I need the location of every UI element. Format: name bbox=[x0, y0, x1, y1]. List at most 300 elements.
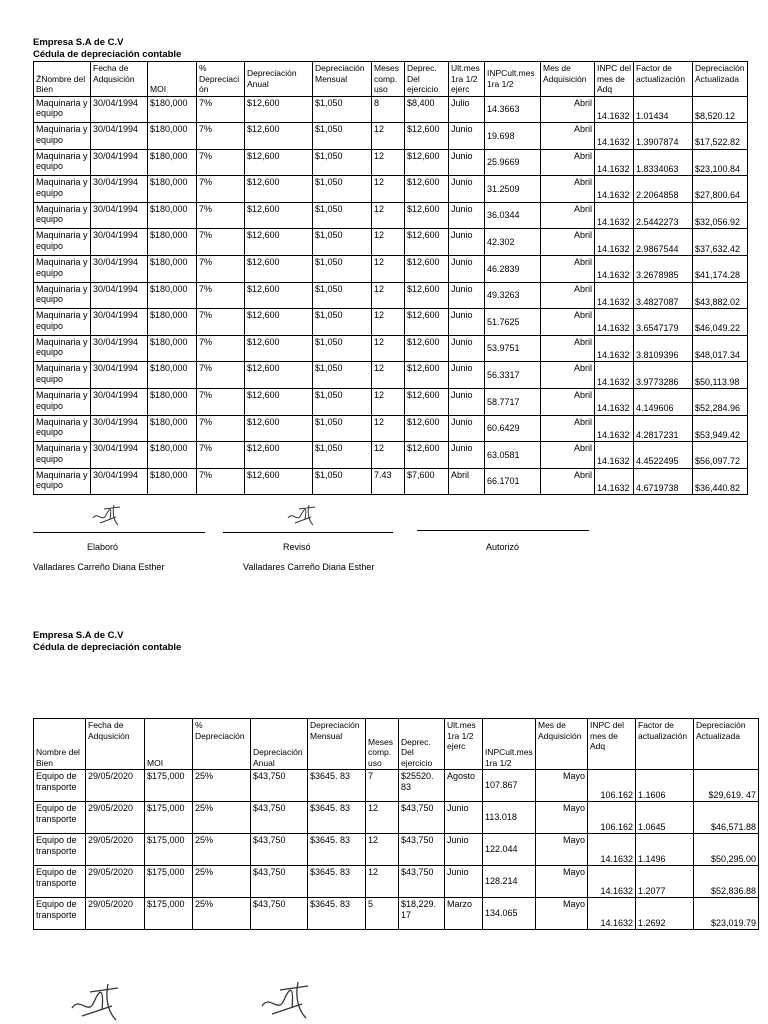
table-cell: 30/04/1994 bbox=[91, 149, 148, 176]
table-cell: Maquinaria y equipo bbox=[34, 256, 91, 283]
column-header: MOI bbox=[145, 719, 193, 770]
table-row bbox=[34, 282, 748, 309]
table-cell: $12,600 bbox=[245, 229, 313, 256]
table-cell: Maquinaria y equipo bbox=[34, 468, 91, 495]
table-cell: 134.065 bbox=[483, 898, 536, 930]
table-cell: 30/04/1994 bbox=[91, 468, 148, 495]
table-cell: Maquinaria y equipo bbox=[34, 282, 91, 309]
table-cell: 51.7625 bbox=[485, 309, 541, 336]
table-cell: $43,750 bbox=[399, 866, 445, 898]
table-cell: $12,600 bbox=[405, 442, 449, 469]
table-cell: Maquinaria y equipo bbox=[34, 362, 91, 389]
table-cell: 1.2692 bbox=[636, 898, 694, 930]
table-cell: 12 bbox=[366, 802, 399, 834]
table-cell: 14.1632 bbox=[595, 256, 634, 283]
table-cell: $12,600 bbox=[405, 123, 449, 150]
table-cell: $52,836.88 bbox=[694, 866, 759, 898]
table-cell: 42.302 bbox=[485, 229, 541, 256]
table-cell: Abril bbox=[541, 415, 595, 442]
table-cell: 12 bbox=[372, 415, 405, 442]
table-cell: 7% bbox=[197, 176, 245, 203]
reviso-name: Valladares Carreño Diana Esther bbox=[243, 562, 375, 572]
table-cell: $12,600 bbox=[405, 389, 449, 416]
table-cell: 1.8334063 bbox=[634, 149, 693, 176]
table-cell: $8,520.12 bbox=[693, 96, 748, 123]
table-cell: 7% bbox=[197, 415, 245, 442]
table-cell: $18,229. 17 bbox=[399, 898, 445, 930]
table-cell: $12,600 bbox=[245, 415, 313, 442]
table-cell: $175,000 bbox=[145, 898, 193, 930]
table-cell: Equipo de transporte bbox=[34, 834, 86, 866]
table-cell: 19.698 bbox=[485, 123, 541, 150]
column-header: MOI bbox=[148, 62, 197, 97]
table-cell: $43,750 bbox=[251, 770, 308, 802]
table-cell: 107.867 bbox=[483, 770, 536, 802]
table-cell: $1,050 bbox=[313, 123, 372, 150]
column-header: Depreciación Actualizada bbox=[694, 719, 759, 770]
table-cell: 14.1632 bbox=[595, 282, 634, 309]
table-cell: Junio bbox=[445, 834, 483, 866]
table-row bbox=[34, 229, 748, 256]
column-header: Deprec. Del ejercicio bbox=[405, 62, 449, 97]
table-cell: $175,000 bbox=[145, 770, 193, 802]
table-cell: 2.9867544 bbox=[634, 229, 693, 256]
table-cell: 7% bbox=[197, 229, 245, 256]
table-cell: $43,750 bbox=[399, 802, 445, 834]
table-cell: $180,000 bbox=[148, 123, 197, 150]
table-cell: $23,019.79 bbox=[694, 898, 759, 930]
table-cell: $1,050 bbox=[313, 176, 372, 203]
table-cell: Mayo bbox=[536, 866, 588, 898]
table-cell: $1,050 bbox=[313, 96, 372, 123]
column-header: Factor de actualización bbox=[636, 719, 694, 770]
table-cell: Maquinaria y equipo bbox=[34, 202, 91, 229]
table-cell: $17,522.82 bbox=[693, 123, 748, 150]
table-row bbox=[34, 468, 748, 495]
table-cell: 12 bbox=[372, 362, 405, 389]
column-header: Depreciación Actualizada bbox=[693, 62, 748, 97]
table-cell: Junio bbox=[449, 442, 485, 469]
document-subtitle: Cédula de depreciación contable bbox=[33, 49, 182, 60]
table-cell: $12,600 bbox=[405, 362, 449, 389]
table-cell: $12,600 bbox=[405, 309, 449, 336]
table-cell: $48,017.34 bbox=[693, 335, 748, 362]
table-cell: $43,750 bbox=[251, 834, 308, 866]
table-cell: 14.1632 bbox=[595, 362, 634, 389]
table-cell: Mayo bbox=[536, 834, 588, 866]
table-cell: Junio bbox=[449, 282, 485, 309]
signature-line-elaboro bbox=[33, 532, 205, 533]
table-cell: 3.2678985 bbox=[634, 256, 693, 283]
table-cell: Agosto bbox=[445, 770, 483, 802]
table-cell: $3645. 83 bbox=[308, 802, 366, 834]
table-cell: $175,000 bbox=[145, 834, 193, 866]
table-cell: $1,050 bbox=[313, 282, 372, 309]
table-cell: 30/04/1994 bbox=[91, 362, 148, 389]
table-cell: 25% bbox=[193, 898, 251, 930]
table-cell: 106.162 bbox=[588, 802, 636, 834]
table-cell: 12 bbox=[372, 229, 405, 256]
table-row bbox=[34, 335, 748, 362]
table-cell: $180,000 bbox=[148, 202, 197, 229]
signature-line-autorizo bbox=[417, 530, 589, 531]
table-row bbox=[34, 770, 759, 802]
table-cell: $43,750 bbox=[251, 802, 308, 834]
table-cell: 1.2077 bbox=[636, 866, 694, 898]
table-cell: 4.149606 bbox=[634, 389, 693, 416]
table-cell: Abril bbox=[541, 176, 595, 203]
column-header: INPCult.mes 1ra 1/2 bbox=[485, 62, 541, 97]
table-cell: 58.7717 bbox=[485, 389, 541, 416]
column-header: Ult.mes 1ra 1/2 ejerc bbox=[445, 719, 483, 770]
table-cell: $36,440.82 bbox=[693, 468, 748, 495]
table-cell: $37,632.42 bbox=[693, 229, 748, 256]
table-cell: Maquinaria y equipo bbox=[34, 389, 91, 416]
column-header: Nombre del Bien bbox=[34, 719, 86, 770]
table-cell: 29/05/2020 bbox=[86, 898, 145, 930]
depreciation-table-1 bbox=[33, 61, 748, 495]
table-cell: $12,600 bbox=[245, 335, 313, 362]
table-cell: 66.1701 bbox=[485, 468, 541, 495]
table-cell: 30/04/1994 bbox=[91, 96, 148, 123]
table-cell: $180,000 bbox=[148, 362, 197, 389]
table-cell: $1,050 bbox=[313, 256, 372, 283]
table-cell: 14.1632 bbox=[595, 96, 634, 123]
table-cell: 25% bbox=[193, 866, 251, 898]
table-cell: $41,174.28 bbox=[693, 256, 748, 283]
table-cell: 12 bbox=[372, 123, 405, 150]
table-row bbox=[34, 415, 748, 442]
table-cell: 14.1632 bbox=[595, 229, 634, 256]
table-cell: Julio bbox=[449, 96, 485, 123]
signature-image-elaboro bbox=[90, 503, 126, 529]
table-cell: Junio bbox=[449, 335, 485, 362]
table-cell: 30/04/1994 bbox=[91, 415, 148, 442]
table-cell: 4.4522495 bbox=[634, 442, 693, 469]
table-cell: 46.2839 bbox=[485, 256, 541, 283]
table-cell: 7% bbox=[197, 96, 245, 123]
table-cell: 7% bbox=[197, 389, 245, 416]
table-cell: $180,000 bbox=[148, 256, 197, 283]
table-row bbox=[34, 202, 748, 229]
table-cell: 30/04/1994 bbox=[91, 335, 148, 362]
column-header: Depreciación Anual bbox=[245, 62, 313, 97]
table-cell: Abril bbox=[541, 468, 595, 495]
table-cell: 29/05/2020 bbox=[86, 834, 145, 866]
table-cell: $1,050 bbox=[313, 335, 372, 362]
table-row bbox=[34, 866, 759, 898]
table-cell: $12,600 bbox=[245, 149, 313, 176]
table-cell: $12,600 bbox=[405, 202, 449, 229]
table-cell: $12,600 bbox=[245, 123, 313, 150]
table-cell: 30/04/1994 bbox=[91, 442, 148, 469]
table-cell: 2.2064858 bbox=[634, 176, 693, 203]
table-cell: $8,400 bbox=[405, 96, 449, 123]
table-cell: 128.214 bbox=[483, 866, 536, 898]
table-cell: $3645. 83 bbox=[308, 898, 366, 930]
column-header: Depreciación Mensual bbox=[313, 62, 372, 97]
table-row bbox=[34, 176, 748, 203]
column-header: Depreciación Mensual bbox=[308, 719, 366, 770]
table-cell: 7% bbox=[197, 468, 245, 495]
column-header: Factor de actualización bbox=[634, 62, 693, 97]
column-header: Mes de Adquisición bbox=[536, 719, 588, 770]
table-cell: 7% bbox=[197, 256, 245, 283]
table-cell: 3.6547179 bbox=[634, 309, 693, 336]
table-cell: 30/04/1994 bbox=[91, 389, 148, 416]
table-cell: $12,600 bbox=[245, 389, 313, 416]
table-cell: 122.044 bbox=[483, 834, 536, 866]
column-header: ŽNombre del Bien bbox=[34, 62, 91, 97]
table-row bbox=[34, 442, 748, 469]
table-row bbox=[34, 389, 748, 416]
table-cell: $3645. 83 bbox=[308, 770, 366, 802]
table-cell: $27,800.64 bbox=[693, 176, 748, 203]
table-cell: $180,000 bbox=[148, 282, 197, 309]
table-cell: $25520. 83 bbox=[399, 770, 445, 802]
table-cell: 14.1632 bbox=[595, 309, 634, 336]
table-cell: 31.2509 bbox=[485, 176, 541, 203]
table-cell: $12,600 bbox=[405, 229, 449, 256]
column-header: Depreciación Anual bbox=[251, 719, 308, 770]
table-cell: Abril bbox=[541, 123, 595, 150]
table-cell: 25.9669 bbox=[485, 149, 541, 176]
table-cell: $12,600 bbox=[245, 362, 313, 389]
table-cell: 12 bbox=[372, 176, 405, 203]
company-name: Empresa S.A de C.V bbox=[33, 37, 124, 48]
column-header: Meses comp. uso bbox=[372, 62, 405, 97]
table-cell: Maquinaria y equipo bbox=[34, 335, 91, 362]
table-cell: Junio bbox=[449, 176, 485, 203]
table-cell: 7% bbox=[197, 123, 245, 150]
table-cell: $1,050 bbox=[313, 389, 372, 416]
table-cell: 7 bbox=[366, 770, 399, 802]
table-cell: 14.1632 bbox=[588, 834, 636, 866]
table-cell: 30/04/1994 bbox=[91, 202, 148, 229]
table-cell: Junio bbox=[449, 362, 485, 389]
table-cell: 3.4827087 bbox=[634, 282, 693, 309]
table-cell: 7.43 bbox=[372, 468, 405, 495]
table-cell: 49.3263 bbox=[485, 282, 541, 309]
table-cell: 53.9751 bbox=[485, 335, 541, 362]
table-cell: $12,600 bbox=[245, 468, 313, 495]
table-row bbox=[34, 256, 748, 283]
table-cell: 8 bbox=[372, 96, 405, 123]
table-cell: Maquinaria y equipo bbox=[34, 176, 91, 203]
table-cell: Junio bbox=[449, 256, 485, 283]
table-cell: $1,050 bbox=[313, 442, 372, 469]
table-cell: Abril bbox=[541, 335, 595, 362]
table-cell: Marzo bbox=[445, 898, 483, 930]
table-cell: $180,000 bbox=[148, 335, 197, 362]
table-cell: 2.5442273 bbox=[634, 202, 693, 229]
table-cell: 7% bbox=[197, 202, 245, 229]
table-cell: 7% bbox=[197, 309, 245, 336]
table-row bbox=[34, 96, 748, 123]
company-name-2: Empresa S.A de C.V bbox=[33, 630, 124, 641]
table-cell: $180,000 bbox=[148, 96, 197, 123]
elaboro-name: Valladares Carreño Diana Esther bbox=[33, 562, 165, 572]
table-cell: 29/05/2020 bbox=[86, 802, 145, 834]
table-cell: $12,600 bbox=[405, 282, 449, 309]
table-cell: Abril bbox=[541, 229, 595, 256]
table-cell: $1,050 bbox=[313, 468, 372, 495]
table-cell: 7% bbox=[197, 442, 245, 469]
table-cell: Junio bbox=[449, 309, 485, 336]
table-cell: 14.1632 bbox=[588, 898, 636, 930]
table-cell: Abril bbox=[541, 96, 595, 123]
table-cell: 12 bbox=[372, 389, 405, 416]
depreciation-table-2 bbox=[33, 718, 759, 930]
table-cell: 29/05/2020 bbox=[86, 866, 145, 898]
column-header: % Depreciación bbox=[197, 62, 245, 97]
table-cell: Junio bbox=[449, 415, 485, 442]
reviso-label: Revisó bbox=[283, 542, 311, 552]
table-cell: Equipo de transporte bbox=[34, 802, 86, 834]
table-cell: 113.018 bbox=[483, 802, 536, 834]
table-cell: $50,295.00 bbox=[694, 834, 759, 866]
table-cell: 14.1632 bbox=[595, 149, 634, 176]
table-cell: 7% bbox=[197, 282, 245, 309]
table-cell: $180,000 bbox=[148, 229, 197, 256]
table-cell: 60.6429 bbox=[485, 415, 541, 442]
table-cell: $23,100.84 bbox=[693, 149, 748, 176]
table-cell: $175,000 bbox=[145, 866, 193, 898]
table-cell: $43,750 bbox=[251, 898, 308, 930]
table-cell: Abril bbox=[541, 442, 595, 469]
table-row bbox=[34, 123, 748, 150]
table-cell: Equipo de transporte bbox=[34, 866, 86, 898]
table-cell: 5 bbox=[366, 898, 399, 930]
column-header: Fecha de Adqusición bbox=[86, 719, 145, 770]
table-cell: $12,600 bbox=[405, 415, 449, 442]
table-cell: 12 bbox=[372, 149, 405, 176]
table-cell: 56.3317 bbox=[485, 362, 541, 389]
table-cell: 30/04/1994 bbox=[91, 229, 148, 256]
table-cell: 14.1632 bbox=[595, 389, 634, 416]
table-cell: $12,600 bbox=[245, 442, 313, 469]
table-cell: $3645. 83 bbox=[308, 866, 366, 898]
column-header: INPCult.mes 1ra 1/2 bbox=[483, 719, 536, 770]
signature-image-elaboro-2 bbox=[68, 982, 128, 1024]
table-cell: $12,600 bbox=[405, 335, 449, 362]
signature-image-reviso bbox=[285, 503, 321, 529]
table-cell: $12,600 bbox=[245, 176, 313, 203]
document-subtitle-2: Cédula de depreciación contable bbox=[33, 642, 182, 653]
table-cell: $12,600 bbox=[245, 96, 313, 123]
table-cell: $180,000 bbox=[148, 415, 197, 442]
table-cell: Junio bbox=[449, 229, 485, 256]
table-cell: 30/04/1994 bbox=[91, 176, 148, 203]
table-cell: $43,882.02 bbox=[693, 282, 748, 309]
table-cell: Junio bbox=[449, 123, 485, 150]
table-cell: Junio bbox=[449, 389, 485, 416]
table-cell: $12,600 bbox=[245, 309, 313, 336]
table-cell: 1.3907874 bbox=[634, 123, 693, 150]
table-cell: $52,284.96 bbox=[693, 389, 748, 416]
table-cell: $180,000 bbox=[148, 442, 197, 469]
table-cell: $32,056.92 bbox=[693, 202, 748, 229]
column-header: Fecha de Adqusición bbox=[91, 62, 148, 97]
table-cell: 25% bbox=[193, 770, 251, 802]
table-cell: 106.162 bbox=[588, 770, 636, 802]
table-cell: $12,600 bbox=[405, 256, 449, 283]
table-cell: $12,600 bbox=[245, 256, 313, 283]
signature-image-reviso-2 bbox=[258, 980, 318, 1024]
table-cell: $1,050 bbox=[313, 415, 372, 442]
table-cell: 1.1496 bbox=[636, 834, 694, 866]
column-header: INPC del mes de Adq bbox=[595, 62, 634, 97]
table-cell: Junio bbox=[445, 866, 483, 898]
table-cell: $1,050 bbox=[313, 309, 372, 336]
table-cell: $1,050 bbox=[313, 202, 372, 229]
table-cell: $50,113.98 bbox=[693, 362, 748, 389]
table-cell: Abril bbox=[541, 282, 595, 309]
table-cell: Abril bbox=[541, 362, 595, 389]
table-cell: $3645. 83 bbox=[308, 834, 366, 866]
table-cell: $175,000 bbox=[145, 802, 193, 834]
table-row bbox=[34, 149, 748, 176]
table-cell: $12,600 bbox=[405, 176, 449, 203]
table-cell: 12 bbox=[372, 442, 405, 469]
column-header: INPC del mes de Adq bbox=[588, 719, 636, 770]
table-cell: 12 bbox=[372, 256, 405, 283]
table-cell: 14.1632 bbox=[595, 468, 634, 495]
table-row bbox=[34, 362, 748, 389]
table-cell: Maquinaria y equipo bbox=[34, 149, 91, 176]
table-cell: Abril bbox=[541, 389, 595, 416]
table-cell: $12,600 bbox=[405, 149, 449, 176]
table-cell: 14.1632 bbox=[595, 442, 634, 469]
table-cell: 30/04/1994 bbox=[91, 123, 148, 150]
table-cell: 14.1632 bbox=[588, 866, 636, 898]
table-cell: 63.0581 bbox=[485, 442, 541, 469]
table-row bbox=[34, 898, 759, 930]
table-cell: Mayo bbox=[536, 898, 588, 930]
table-cell: Junio bbox=[445, 802, 483, 834]
table-cell: 12 bbox=[372, 309, 405, 336]
elaboro-label: Elaboró bbox=[87, 542, 119, 552]
table-cell: 25% bbox=[193, 802, 251, 834]
table-cell: Abril bbox=[541, 202, 595, 229]
table-cell: $29,619. 47 bbox=[694, 770, 759, 802]
table-cell: Maquinaria y equipo bbox=[34, 229, 91, 256]
table-cell: 30/04/1994 bbox=[91, 309, 148, 336]
table-cell: Maquinaria y equipo bbox=[34, 415, 91, 442]
table-cell: $180,000 bbox=[148, 468, 197, 495]
table-cell: 14.1632 bbox=[595, 123, 634, 150]
table-cell: 12 bbox=[372, 202, 405, 229]
table-cell: 12 bbox=[366, 834, 399, 866]
table-cell: 12 bbox=[372, 335, 405, 362]
table-cell: Abril bbox=[541, 149, 595, 176]
table-cell: Equipo de transporte bbox=[34, 898, 86, 930]
table-cell: 12 bbox=[366, 866, 399, 898]
table-row bbox=[34, 802, 759, 834]
table-cell: Junio bbox=[449, 202, 485, 229]
table-cell: 1.0645 bbox=[636, 802, 694, 834]
table-cell: $180,000 bbox=[148, 176, 197, 203]
table-cell: 14.3663 bbox=[485, 96, 541, 123]
column-header: Deprec. Del ejercicio bbox=[399, 719, 445, 770]
table-cell: $1,050 bbox=[313, 362, 372, 389]
table-cell: 1.01434 bbox=[634, 96, 693, 123]
table-cell: Abril bbox=[449, 468, 485, 495]
autorizo-label: Autorizó bbox=[486, 542, 520, 552]
table-cell: Maquinaria y equipo bbox=[34, 309, 91, 336]
table-cell: 30/04/1994 bbox=[91, 256, 148, 283]
table-cell: 7% bbox=[197, 149, 245, 176]
